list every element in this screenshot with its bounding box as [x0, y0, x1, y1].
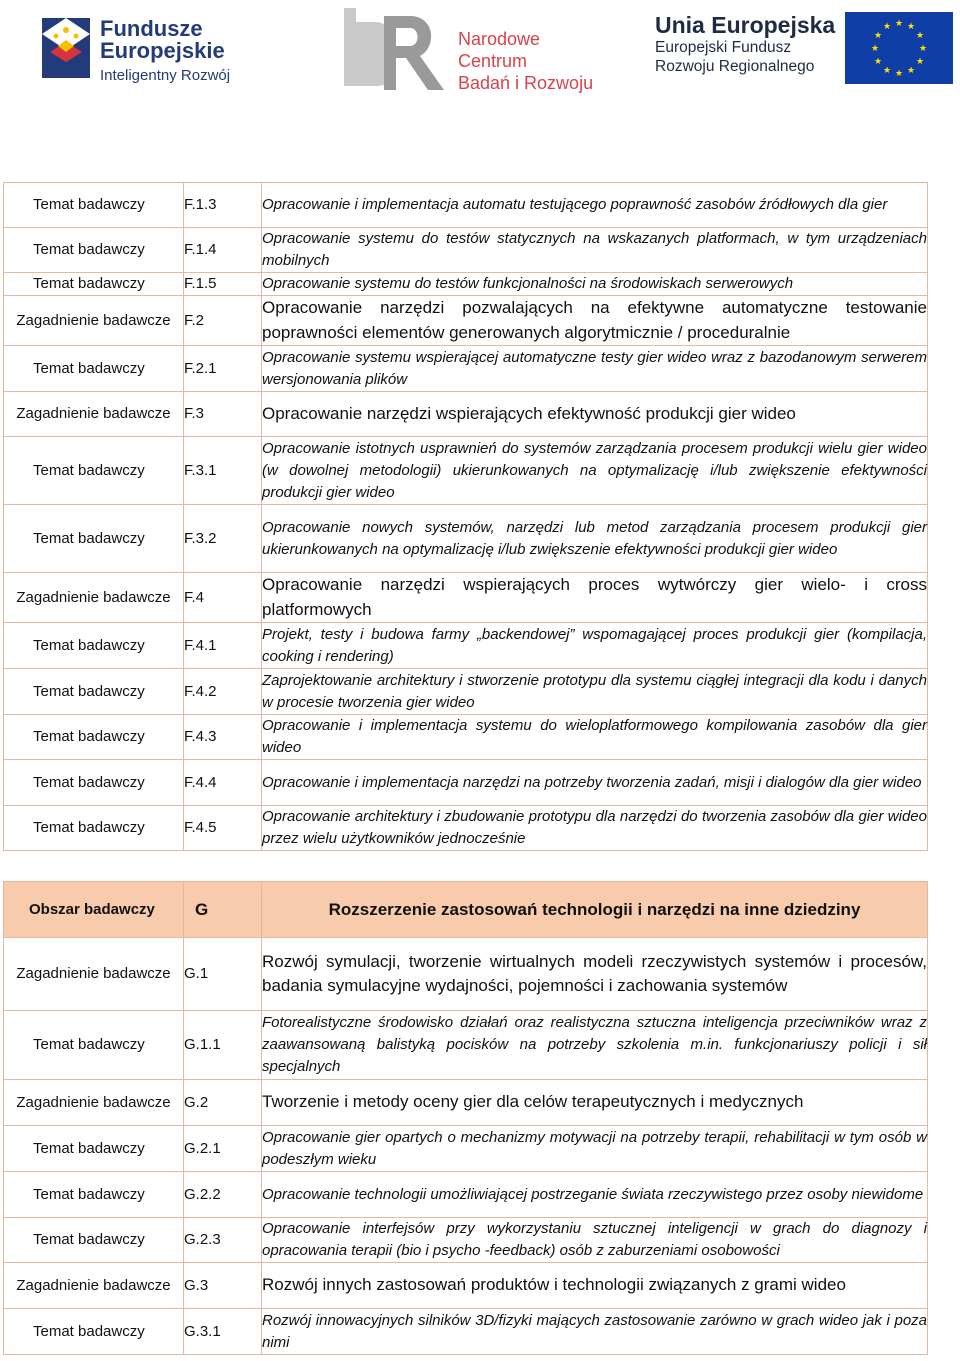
- fundusze-europejskie-mark-icon: [36, 12, 96, 84]
- svg-text:★: ★: [918, 44, 928, 54]
- row-label: Zagadnienie badawcze: [4, 1080, 184, 1126]
- area-title: Rozszerzenie zastosowań technologii i narzędzi na inne dziedziny: [262, 882, 928, 938]
- fundusze-europejskie-logo: [36, 8, 246, 88]
- area-label: Obszar badawczy: [4, 882, 184, 938]
- row-description: Opracowanie nowych systemów, narzędzi lub metod zarządzania procesem produkcji gier ukierunkowanych na optymalizację i/lub zwiększenie efektywności produkcji gier wideo: [262, 505, 928, 573]
- row-description: Opracowanie i implementacja narzędzi na potrzeby tworzenia zadań, misji i dialogów dla gier wideo: [262, 760, 928, 806]
- row-description: Zaprojektowanie architektury i stworzenie prototypu dla systemu ciągłej integracji dla kodu i danych w procesie tworzenia gier wideo: [262, 669, 928, 715]
- row-description: Projekt, testy i budowa farmy „backendowej” wspomagającej proces produkcji gier (kompilacja, cooking i rendering): [262, 623, 928, 669]
- table-row: [4, 806, 928, 851]
- table-row: [4, 1218, 928, 1263]
- logo-header: [0, 0, 960, 100]
- row-code: G.2.2: [184, 1172, 262, 1218]
- table-row: [4, 346, 928, 392]
- svg-text:★: ★: [906, 66, 916, 76]
- table-row: [4, 1309, 928, 1355]
- fundusze-line3: Inteligentny Rozwój: [100, 67, 231, 84]
- research-table-f: [3, 182, 928, 851]
- row-label: Zagadnienie badawcze: [4, 1263, 184, 1309]
- row-description: Opracowanie i implementacja systemu do wieloplatformowego kompilowania zasobów dla gier wideo: [262, 715, 928, 760]
- table-row: [4, 273, 928, 296]
- table-row: [4, 296, 928, 346]
- row-label: Temat badawczy: [4, 760, 184, 806]
- row-code: F.4.2: [184, 669, 262, 715]
- table-row: [4, 623, 928, 669]
- row-description: Opracowanie narzędzi wspierających efektywność produkcji gier wideo: [262, 392, 928, 437]
- row-description: Opracowanie systemu wspierającej automatyczne testy gier wideo wraz z bazodanowym serwerem wersjonowania plików: [262, 346, 928, 392]
- ncbr-br-mark-icon: [336, 2, 452, 96]
- table-row: [4, 938, 928, 1011]
- ncbr-logo: [336, 2, 606, 96]
- table-row: [4, 573, 928, 623]
- svg-text:★: ★: [873, 57, 883, 67]
- eu-line2: Europejski Fundusz: [655, 39, 792, 56]
- table-row: [4, 183, 928, 228]
- row-description: Opracowanie narzędzi wspierających proces wytwórczy gier wielo- i cross platformowych: [262, 573, 928, 623]
- table-row: [4, 1080, 928, 1126]
- research-table-g: [3, 881, 928, 1355]
- svg-text:★: ★: [882, 66, 892, 76]
- row-code: F.3.1: [184, 437, 262, 505]
- row-description: Fotorealistyczne środowisko działań oraz realistyczna sztuczna inteligencja przeciwników wraz z zaawansowaną balistyką pocisków na potrzeby szkolenia m.in. funkcjonariuszy policji i sił specjalnych: [262, 1011, 928, 1080]
- row-label: Temat badawczy: [4, 715, 184, 760]
- row-code: G.2: [184, 1080, 262, 1126]
- svg-text:★: ★: [894, 69, 904, 79]
- table-row: [4, 760, 928, 806]
- row-label: Temat badawczy: [4, 228, 184, 273]
- row-label: Zagadnienie badawcze: [4, 392, 184, 437]
- row-description: Tworzenie i metody oceny gier dla celów terapeutycznych i medycznych: [262, 1080, 928, 1126]
- row-code: G.1.1: [184, 1011, 262, 1080]
- row-code: G.1: [184, 938, 262, 1011]
- row-label: Temat badawczy: [4, 1011, 184, 1080]
- area-code: G: [184, 882, 262, 938]
- row-label: Temat badawczy: [4, 437, 184, 505]
- row-description: Opracowanie systemu do testów funkcjonalności na środowiskach serwerowych: [262, 273, 928, 296]
- svg-text:★: ★: [882, 22, 892, 32]
- table-row: [4, 505, 928, 573]
- row-label: Temat badawczy: [4, 806, 184, 851]
- svg-text:★: ★: [873, 31, 883, 41]
- row-description: Opracowanie interfejsów przy wykorzystaniu sztucznej inteligencji w grach do diagnozy i opracowania terapii (bio i psycho -feedback) osób z zaburzeniami osobowości: [262, 1218, 928, 1263]
- row-description: Opracowanie i implementacja automatu testującego poprawność zasobów źródłowych dla gier: [262, 183, 928, 228]
- row-description: Opracowanie narzędzi pozwalających na efektywne automatyczne testowanie poprawności elementów generowanych algorytmicznie / proceduralnie: [262, 296, 928, 346]
- row-code: F.4.4: [184, 760, 262, 806]
- fundusze-line1: Fundusze: [100, 16, 203, 41]
- area-header-row: [4, 882, 928, 938]
- table-row: [4, 1126, 928, 1172]
- table-row: [4, 228, 928, 273]
- row-label: Temat badawczy: [4, 1218, 184, 1263]
- table-row: [4, 669, 928, 715]
- svg-text:★: ★: [906, 22, 916, 32]
- row-label: Temat badawczy: [4, 273, 184, 296]
- row-code: G.3.1: [184, 1309, 262, 1355]
- eu-line1: Unia Europejska: [655, 12, 836, 38]
- row-code: F.4.5: [184, 806, 262, 851]
- row-description: Opracowanie systemu do testów statycznych na wskazanych platformach, w tym urządzeniach mobilnych: [262, 228, 928, 273]
- row-code: G.2.3: [184, 1218, 262, 1263]
- ncbr-line1: Narodowe Centrum: [458, 29, 541, 71]
- row-code: F.3.2: [184, 505, 262, 573]
- table-row: [4, 1011, 928, 1080]
- row-label: Temat badawczy: [4, 1172, 184, 1218]
- ncbr-line2: Badań i Rozwoju: [458, 73, 594, 93]
- row-description: Rozwój innowacyjnych silników 3D/fizyki mających zastosowanie zarówno w grach wideo jak i poza nimi: [262, 1309, 928, 1355]
- row-label: Temat badawczy: [4, 505, 184, 573]
- row-label: Temat badawczy: [4, 346, 184, 392]
- row-description: Opracowanie gier opartych o mechanizmy motywacji na potrzeby terapii, rehabilitacji w tym osób w podeszłym wieku: [262, 1126, 928, 1172]
- row-description: Opracowanie istotnych usprawnień do systemów zarządzania procesem produkcji wielu gier wideo (w dowolnej metodologii) ukierunkowanych na optymalizację i/lub zwiększenie efektywności produkcji gier wideo: [262, 437, 928, 505]
- svg-text:★: ★: [870, 44, 880, 54]
- eu-flag-icon: [845, 12, 953, 84]
- row-code: G.2.1: [184, 1126, 262, 1172]
- row-description: Rozwój innych zastosowań produktów i technologii związanych z grami wideo: [262, 1263, 928, 1309]
- eu-logo: [655, 12, 955, 84]
- row-code: F.1.5: [184, 273, 262, 296]
- fundusze-line2: Europejskie: [100, 38, 225, 63]
- row-code: F.4: [184, 573, 262, 623]
- svg-text:★: ★: [894, 19, 904, 29]
- svg-text:★: ★: [915, 57, 925, 67]
- row-code: F.3: [184, 392, 262, 437]
- row-code: F.4.1: [184, 623, 262, 669]
- row-description: Rozwój symulacji, tworzenie wirtualnych modeli rzeczywistych systemów i procesów, badania symulacyjne wydajności, pojemności i zachowania systemów: [262, 938, 928, 1011]
- row-label: Temat badawczy: [4, 183, 184, 228]
- row-description: Opracowanie technologii umożliwiającej postrzeganie świata rzeczywistego przez osoby niewidome: [262, 1172, 928, 1218]
- table-row: [4, 715, 928, 760]
- row-code: F.2: [184, 296, 262, 346]
- table-row: [4, 437, 928, 505]
- row-code: F.4.3: [184, 715, 262, 760]
- row-label: Zagadnienie badawcze: [4, 938, 184, 1011]
- row-label: Temat badawczy: [4, 669, 184, 715]
- row-code: G.3: [184, 1263, 262, 1309]
- table-row: [4, 392, 928, 437]
- row-code: F.1.4: [184, 228, 262, 273]
- row-label: Temat badawczy: [4, 623, 184, 669]
- row-label: Temat badawczy: [4, 1309, 184, 1355]
- svg-text:★: ★: [915, 31, 925, 41]
- row-label: Zagadnienie badawcze: [4, 296, 184, 346]
- row-code: F.2.1: [184, 346, 262, 392]
- row-code: F.1.3: [184, 183, 262, 228]
- table-row: [4, 1263, 928, 1309]
- row-description: Opracowanie architektury i zbudowanie prototypu dla narzędzi do tworzenia zasobów dla gier wideo przez wielu użytkowników jednocześnie: [262, 806, 928, 851]
- eu-line3: Rozwoju Regionalnego: [655, 58, 815, 75]
- row-label: Temat badawczy: [4, 1126, 184, 1172]
- row-label: Zagadnienie badawcze: [4, 573, 184, 623]
- table-row: [4, 1172, 928, 1218]
